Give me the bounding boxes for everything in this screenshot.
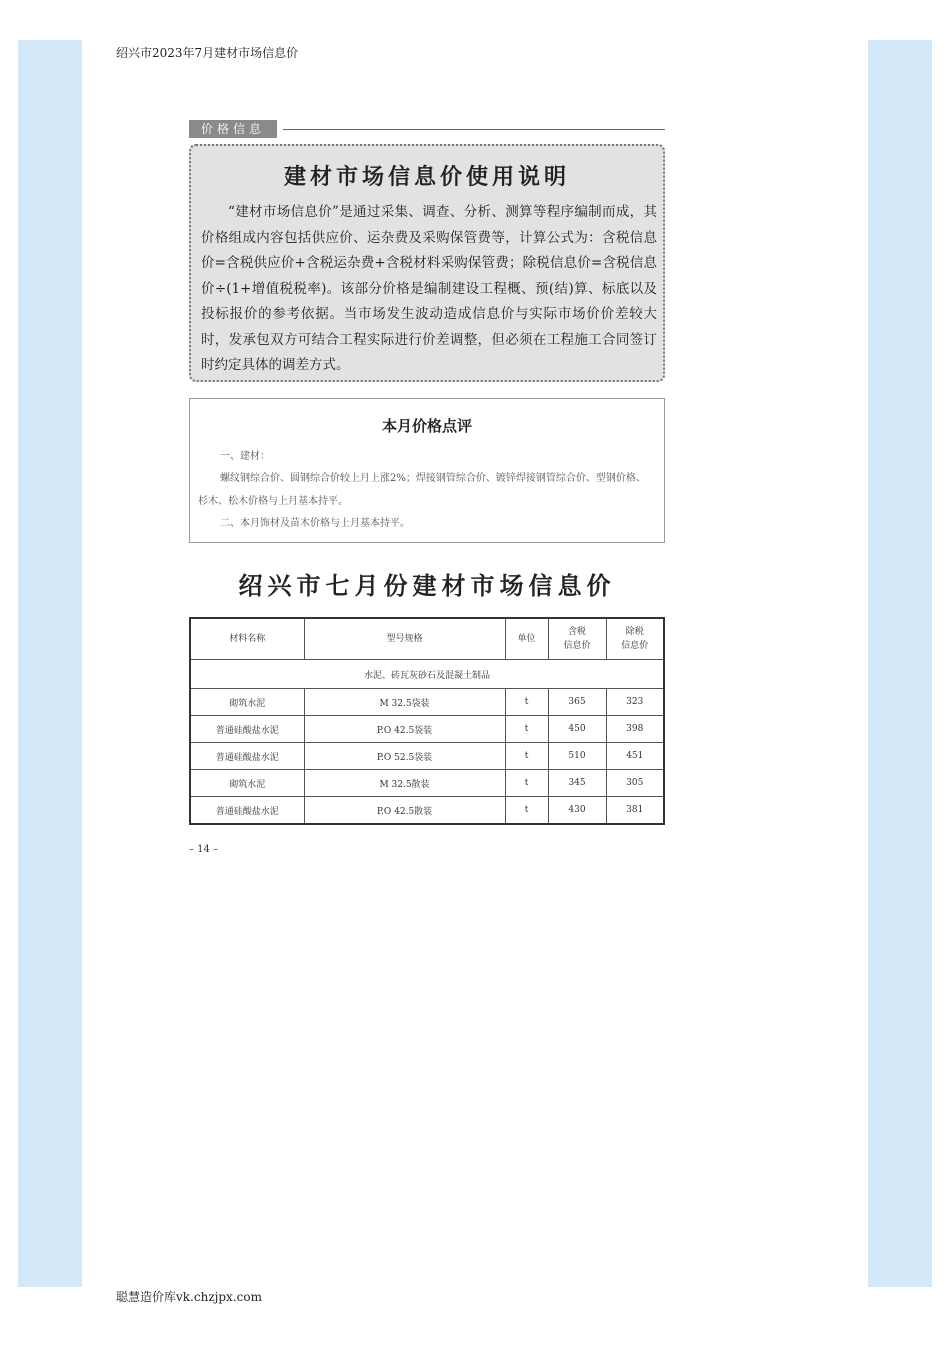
table-row [190, 743, 664, 770]
cell-tax-excluded: 323 [606, 689, 664, 716]
cell-tax-included: 430 [548, 797, 606, 825]
left-margin-band [18, 40, 82, 1287]
cell-unit: t [505, 716, 548, 743]
section-tag-row [189, 120, 665, 138]
cell-name: 砌筑水泥 [190, 770, 304, 797]
table-row [190, 716, 664, 743]
table-row [190, 689, 664, 716]
cell-spec: P.O 52.5袋装 [304, 743, 505, 770]
cell-tax-excluded: 451 [606, 743, 664, 770]
cell-tax-excluded: 398 [606, 716, 664, 743]
cell-spec: M 32.5袋装 [304, 689, 505, 716]
main-title: 绍兴市七月份建材市场信息价 [238, 572, 616, 600]
section-tag: 价格信息 [189, 120, 277, 138]
review-line-3: 杉木、松木价格与上月基本持平。 [198, 496, 348, 507]
cell-unit: t [505, 797, 548, 825]
category-row [190, 660, 664, 689]
header-tax-excluded [606, 618, 664, 660]
page-number: – 14 – [189, 844, 219, 855]
price-table [189, 617, 665, 825]
cell-tax-included: 365 [548, 689, 606, 716]
monthly-review-box [189, 398, 665, 543]
header-name: 材料名称 [190, 618, 304, 660]
cell-tax-included: 345 [548, 770, 606, 797]
cell-name: 普通硅酸盐水泥 [190, 716, 304, 743]
usage-notes-title: 建材市场信息价使用说明 [283, 165, 570, 190]
cell-name: 普通硅酸盐水泥 [190, 743, 304, 770]
header-tax-included-line2: 信息价 [563, 641, 591, 651]
cell-unit: t [505, 689, 548, 716]
cell-unit: t [505, 770, 548, 797]
header-unit: 单位 [505, 618, 548, 660]
cell-name: 砌筑水泥 [190, 689, 304, 716]
cell-spec: M 32.5散装 [304, 770, 505, 797]
review-line-4: 二、本月饰材及苗木价格与上月基本持平。 [220, 518, 410, 529]
cell-tax-excluded: 381 [606, 797, 664, 825]
category-cell: 水泥、砖瓦灰砂石及混凝土制品 [190, 660, 664, 689]
table-row [190, 770, 664, 797]
cell-tax-excluded: 305 [606, 770, 664, 797]
header-tax-included [548, 618, 606, 660]
cell-unit: t [505, 743, 548, 770]
section-rule [283, 129, 665, 130]
cell-spec: P.O 42.5袋装 [304, 716, 505, 743]
review-line-1: 一、建材： [220, 451, 270, 462]
cell-name: 普通硅酸盐水泥 [190, 797, 304, 825]
cell-tax-included: 450 [548, 716, 606, 743]
cell-tax-included: 510 [548, 743, 606, 770]
table-header-row [190, 618, 664, 660]
header-spec: 型号规格 [304, 618, 505, 660]
page-header: 绍兴市2023年7月建材市场信息价 [116, 46, 299, 60]
monthly-review-title: 本月价格点评 [381, 417, 472, 435]
review-line-2: 螺纹钢综合价、圆钢综合价较上月上涨2%；焊接钢管综合价、镀锌焊接钢管综合价、型钢价格、 [220, 473, 646, 484]
table-row [190, 797, 664, 825]
header-tax-included-line1: 含税 [567, 627, 586, 637]
right-margin-band [868, 40, 932, 1287]
page-footer: 聪慧造价库vk.chzjpx.com [116, 1290, 262, 1304]
usage-notes-text: “建材市场信息价”是通过采集、调查、分析、测算等程序编制而成，其价格组成内容包括供应价、运杂费及采购保管费等，计算公式为：含税信息价=含税供应价+含税运杂费+含税材料采购保管费；除税信息价=含税信息价÷(1+增值税税率)。该部分价格是编制建设工程概、预(结)算、标底以及投标报价的参考依据。当市场发生波动造成信息价与实际市场价价差较大时，发承包双方可结合工程实际进行价差调整，但必须在工程施工合同签订时约定具体的调差方式。 [201, 204, 657, 373]
header-tax-excluded-line2: 信息价 [621, 641, 649, 651]
header-tax-excluded-line1: 除税 [625, 627, 644, 637]
cell-spec: P.O 42.5散装 [304, 797, 505, 825]
usage-notes-box [189, 144, 665, 382]
